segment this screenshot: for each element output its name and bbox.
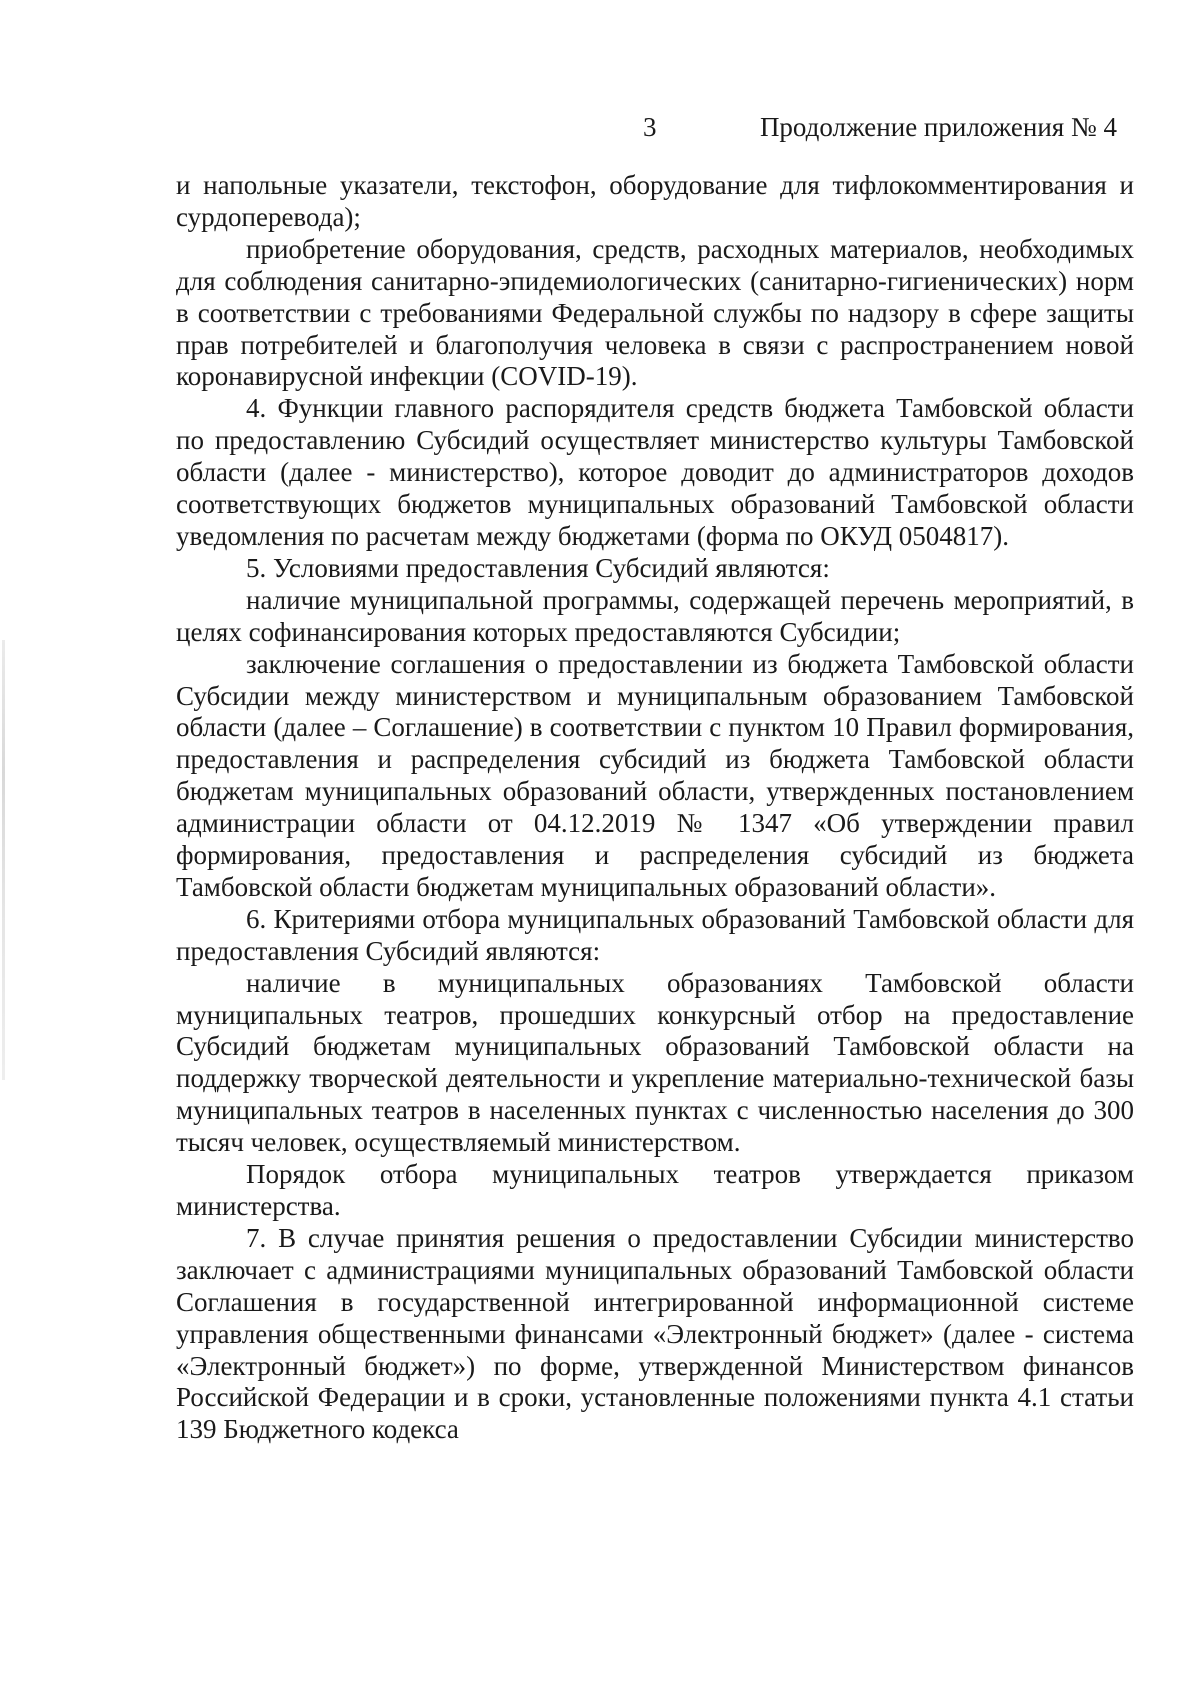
paragraph-continuation: и напольные указатели, текстофон, оборудование для тифлокомментирования и сурдоперевода); [176, 170, 1134, 232]
document-body [176, 170, 1134, 1446]
page-number: 3 [643, 112, 657, 142]
paragraph-equipment: приобретение оборудования, средств, расходных материалов, необходимых для соблюдения санитарно-эпидемиологических (санитарно-гигиенических) норм в соответствии с требованиями Федеральной службы по надзору в сфере защиты прав потребителей и благополучия человека в связи с распространением новой коронавирусной инфекции (COVID-19). [176, 233, 1134, 392]
paragraph-theatres: наличие в муниципальных образованиях Тамбовской области муниципальных театров, прошедших конкурсный отбор на предоставление Субсидий бюджетам муниципальных образований Тамбовской области на поддержку творческой деятельности и укрепление материально-технической базы муниципальных театров в населенных пунктах с численностью населения до 300 тысяч человек, осуществляемый министерством. [176, 967, 1134, 1158]
paragraph-item-4: 4. Функции главного распорядителя средств бюджета Тамбовской области по предоставлению Субсидий осуществляет министерство культуры Тамбовской области (далее - министерство), которое доводит до администраторов доходов соответствующих бюджетов муниципальных образований Тамбовской области уведомления по расчетам между бюджетами (форма по ОКУД 0504817). [176, 393, 1134, 551]
header-title: Продолжение приложения № 4 [759, 112, 1117, 142]
paragraph-program: наличие муниципальной программы, содержащей перечень мероприятий, в целях софинансирования которых предоставляются Субсидии; [176, 584, 1134, 647]
paragraph-selection-order: Порядок отбора муниципальных театров утверждается приказом министерства. [176, 1159, 1134, 1221]
paragraph-item-5: 5. Условиями предоставления Субсидий являются: [246, 552, 830, 583]
paragraph-agreement: заключение соглашения о предоставлении из бюджета Тамбовской области Субсидии между министерством и муниципальным образованием Тамбовской области (далее – Соглашение) в соответствии с пунктом 10 Правил формирования, предоставления и распределения субсидий из бюджета Тамбовской области бюджетам муниципальных образований области, утвержденных постановлением администрации области от 04.12.2019 № 1347 «Об утверждении правил формирования, предоставления и распределения субсидий из бюджета Тамбовской области бюджетам муниципальных образований области». [176, 648, 1134, 902]
page-header [0, 112, 1200, 152]
scan-edge-mark [2, 640, 5, 1080]
paragraph-item-7: 7. В случае принятия решения о предоставлении Субсидии министерство заключает с администрациями муниципальных образований Тамбовской области Соглашения в государственной интегрированной информационной системе управления общественными финансами «Электронный бюджет» (далее - система «Электронный бюджет») по форме, утвержденной Министерством финансов Российской Федерации и в сроки, установленные положениями пункта 4.1 статьи 139 Бюджетного кодекса [176, 1222, 1134, 1445]
paragraph-item-6: 6. Критериями отбора муниципальных образований Тамбовской области для предоставления Субсидий являются: [176, 903, 1134, 966]
